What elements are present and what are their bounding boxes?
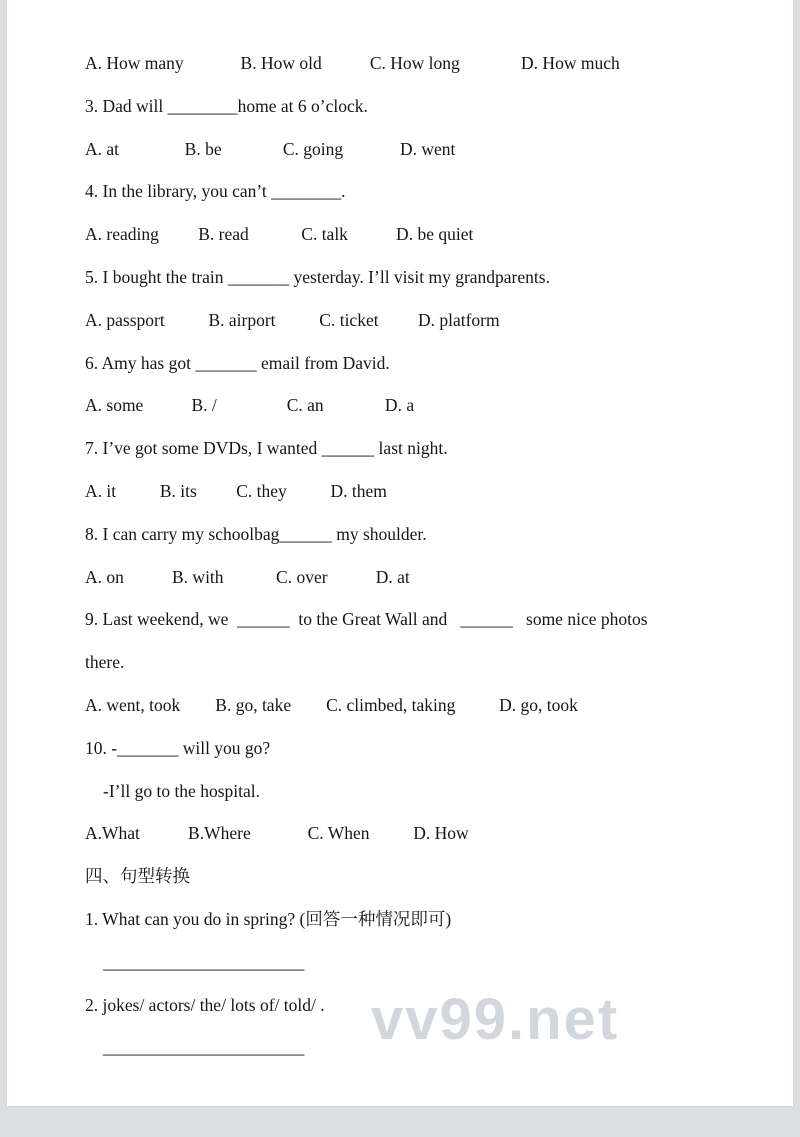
options-line-q4: A. reading B. read C. talk D. be quiet bbox=[85, 224, 474, 245]
options-line-q9: A. went, took B. go, take C. climbed, taking D. go, took bbox=[85, 694, 578, 715]
question-line-10: 10. -_______ will you go? bbox=[85, 737, 271, 758]
question-line-6: 6. Amy has got _______ email from David. bbox=[85, 352, 390, 373]
question-line-5: 5. I bought the train _______ yesterday. I’ll visit my grandparents. bbox=[85, 266, 550, 287]
answer-blank-1: _______________________ bbox=[103, 951, 305, 972]
options-line-q3: A. at B. be C. going D. went bbox=[85, 138, 456, 159]
question-line-3: 3. Dad will ________home at 6 o’clock. bbox=[85, 95, 368, 116]
transform-question-1: 1. What can you do in spring? (回答一种情况即可) bbox=[85, 908, 452, 929]
options-line-q2: A. How many B. How old C. How long D. How much bbox=[85, 53, 620, 73]
question-line-8: 8. I can carry my schoolbag______ my shoulder. bbox=[85, 523, 427, 544]
document-content bbox=[7, 0, 793, 1069]
question-line-9-continuation: there. bbox=[85, 652, 125, 673]
options-line-q7: A. it B. its C. they D. them bbox=[85, 480, 387, 501]
question-line-7: 7. I’ve got some DVDs, I wanted ______ last night. bbox=[85, 438, 448, 459]
options-line-q5: A. passport B. airport C. ticket D. platform bbox=[85, 309, 500, 330]
question-line-10-reply: -I’ll go to the hospital. bbox=[103, 780, 260, 801]
question-line-9: 9. Last weekend, we ______ to the Great Wall and ______ some nice photos bbox=[85, 609, 648, 630]
options-line-q8: A. on B. with C. over D. at bbox=[85, 566, 410, 587]
watermark: vv99.net bbox=[371, 987, 620, 1052]
section-heading: 四、句型转换 bbox=[85, 866, 190, 887]
options-line-q10: A.What B.Where C. When D. How bbox=[85, 823, 469, 844]
question-line-4: 4. In the library, you can’t ________. bbox=[85, 181, 346, 202]
transform-question-2: 2. jokes/ actors/ the/ lots of/ told/ . bbox=[85, 994, 325, 1015]
options-line-q6: A. some B. / C. an D. a bbox=[85, 395, 415, 416]
answer-blank-2: _______________________ bbox=[103, 1037, 305, 1058]
document-page bbox=[7, 0, 793, 1106]
